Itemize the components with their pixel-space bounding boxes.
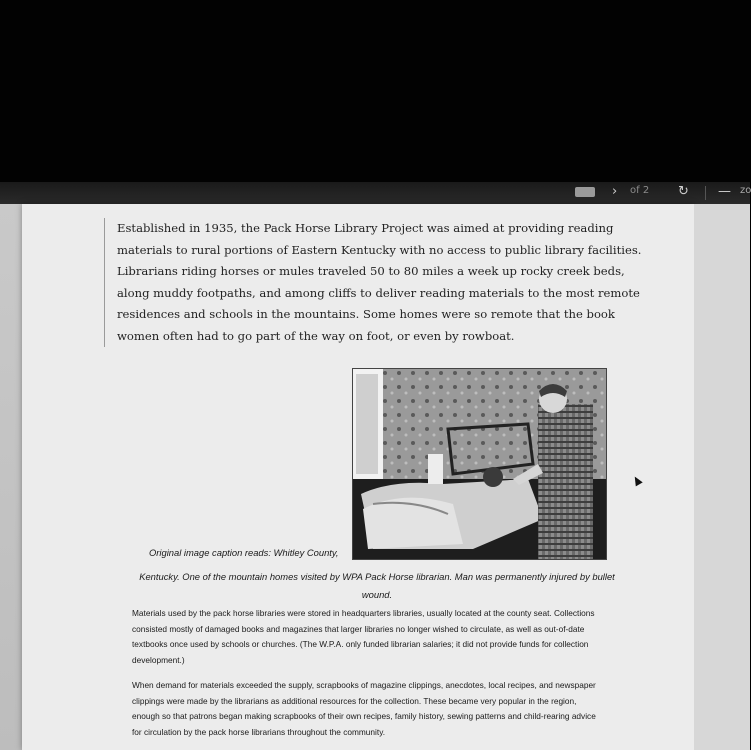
zoom-label: zo — [740, 185, 751, 196]
photo-caption-line2: Kentucky. One of the mountain homes visited by WPA Pack Horse librarian. Man was permanently injured by bullet wound. — [139, 571, 615, 600]
page-number-input[interactable] — [575, 187, 595, 197]
body-paragraph-1 — [132, 606, 602, 668]
dark-screen-bezel — [0, 0, 750, 196]
rotate-icon[interactable]: ↻ — [678, 184, 689, 199]
page-count: of 2 — [630, 185, 650, 196]
pdf-toolbar — [0, 182, 750, 204]
historical-photo — [352, 368, 607, 560]
paragraph-2-text: When demand for materials exceeded the supply, scrapbooks of magazine clippings, anecdotes, local recipes, and newspaper clippings were made by the librarians as additional resources for the collection. These became very popular in the region, enough so that patrons began making scrapbooks of their own recipes, family history, sewing patterns and child-rearing advice for circulation by the pack horse librarians throughout the community. — [132, 680, 596, 737]
chevron-right-icon[interactable]: › — [612, 184, 618, 199]
body-paragraph-2 — [132, 678, 602, 740]
viewer-margin — [694, 204, 750, 750]
mouse-cursor-icon — [631, 475, 642, 487]
paragraph-1-text: Materials used by the pack horse libraries were stored in headquarters libraries, usually located at the county seat. Collections consisted mostly of damaged books and magazines that larger libraries no longer wished to circulate, as well as out-of-date textbooks once used by schools or churches. (The W.P.A. only funded librarian salaries; it did not provide funds for collection development.) — [132, 608, 595, 665]
document-page — [22, 204, 694, 750]
photo-image — [353, 369, 606, 559]
toolbar-divider — [705, 186, 706, 200]
intro-paragraph: Established in 1935, the Pack Horse Library Project was aimed at providing reading materials to rural portions of Eastern Kentucky with no access to public library facilities. Librarians riding horses or mules traveled 50 to 80 miles a week up rocky creek beds, along muddy footpaths, and among cliffs to deliver reading materials to the most remote residences and schools in the mountains. Some homes were so remote that the book women often had to go part of the way on foot, or even by rowboat. — [104, 218, 653, 347]
document-viewer[interactable] — [0, 204, 750, 750]
zoom-out-icon[interactable]: — — [718, 184, 731, 199]
photo-caption-line1: Original image caption reads: Whitley County, — [149, 547, 339, 558]
